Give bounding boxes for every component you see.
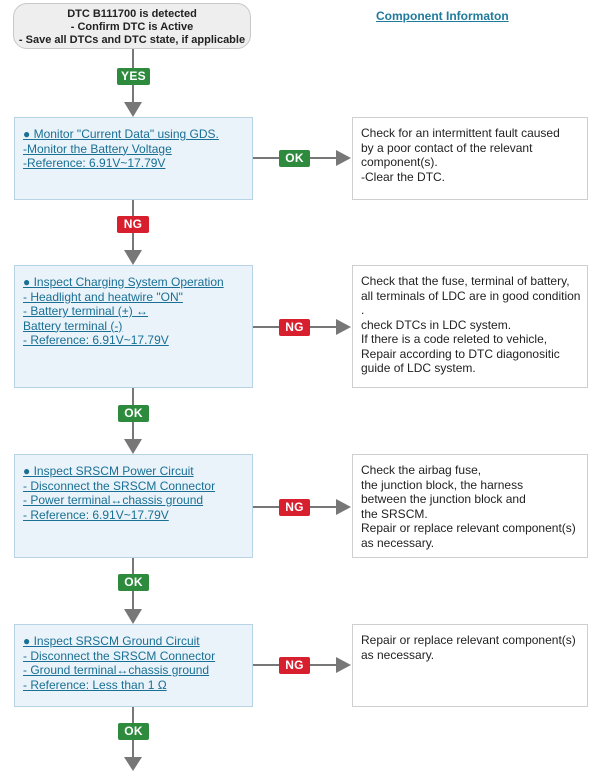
ok-badge: OK: [118, 723, 149, 740]
step-line-link[interactable]: ● Inspect SRSCM Ground Circuit: [23, 634, 200, 648]
result-box-repair-replace: [352, 624, 588, 707]
result-line: guide of LDC system.: [361, 361, 476, 375]
step-line-link[interactable]: ● Monitor "Current Data" using GDS.: [23, 127, 219, 141]
step-line-link[interactable]: ● Inspect Charging System Operation: [23, 275, 224, 289]
step-line-link[interactable]: -Monitor the Battery Voltage: [23, 141, 172, 156]
result-box-airbag-fuse: [352, 454, 588, 558]
step-line-link[interactable]: - Battery terminal (+) ↔: [23, 304, 149, 318]
step-line-link[interactable]: ● Inspect SRSCM Power Circuit: [23, 464, 194, 478]
step-line-link[interactable]: - Reference: 6.91V~17.79V: [23, 507, 169, 522]
start-line: - Save all DTCs and DTC state, if applicable: [18, 34, 246, 46]
ng-badge: NG: [279, 499, 310, 516]
result-line: as necessary.: [361, 647, 435, 662]
start-box: [13, 3, 251, 49]
ng-badge: NG: [117, 216, 149, 233]
ok-badge: OK: [118, 574, 149, 591]
result-line: the SRSCM.: [361, 506, 428, 521]
step-line-link[interactable]: - Power terminal↔chassis ground: [23, 493, 204, 507]
ok-badge: OK: [279, 150, 310, 167]
result-line: between the junction block and: [361, 492, 526, 506]
step-line-link[interactable]: - Disconnect the SRSCM Connector: [23, 478, 216, 493]
result-line: Check for an intermittent fault caused: [361, 126, 560, 140]
step-line-link[interactable]: -Reference: 6.91V~17.79V: [23, 156, 166, 170]
step-line-link[interactable]: - Headlight and heatwire "ON": [23, 289, 183, 304]
step-box-srscm-ground-circuit: [14, 624, 253, 707]
start-line: - Confirm DTC is Active: [70, 21, 194, 33]
result-line: Repair or replace relevant component(s): [361, 521, 576, 535]
result-line: If there is a code releted to vehicle,: [361, 332, 548, 346]
step-line-link[interactable]: Battery terminal (-): [23, 318, 123, 333]
step-line-link[interactable]: - Reference: Less than 1 Ω: [23, 677, 167, 692]
ng-badge: NG: [279, 319, 310, 336]
result-line: as necessary.: [361, 535, 435, 550]
result-box-ldc-check: [352, 265, 588, 388]
ng-badge: NG: [279, 657, 310, 674]
step-line-link[interactable]: - Reference: 6.91V~17.79V: [23, 333, 169, 347]
result-line: by a poor contact of the relevant: [361, 140, 533, 155]
result-line: check DTCs in LDC system.: [361, 317, 512, 332]
result-line: the junction block, the harness: [361, 477, 524, 492]
result-line: Check that the fuse, terminal of battery,: [361, 274, 570, 288]
step-box-srscm-power-circuit: [14, 454, 253, 558]
result-line: -Clear the DTC.: [361, 169, 446, 184]
result-line: Check the airbag fuse,: [361, 463, 482, 477]
start-title: DTC B111700 is detected: [67, 8, 197, 20]
result-line: all terminals of LDC are in good condition: [361, 288, 581, 303]
step-line-link[interactable]: - Ground terminal↔chassis ground: [23, 663, 210, 677]
result-box-intermittent-fault: [352, 117, 588, 200]
result-line: Repair or replace relevant component(s): [361, 633, 576, 647]
step-box-charging-system: [14, 265, 253, 388]
result-line: component(s).: [361, 155, 438, 169]
result-line: Repair according to DTC diagonositic: [361, 346, 560, 361]
step-line-link[interactable]: - Disconnect the SRSCM Connector: [23, 648, 216, 663]
result-line: .: [361, 303, 365, 317]
component-information-link[interactable]: Component Informaton: [376, 9, 509, 23]
ok-badge: OK: [118, 405, 149, 422]
yes-badge: YES: [117, 68, 150, 85]
step-box-monitor-current-data: [14, 117, 253, 200]
